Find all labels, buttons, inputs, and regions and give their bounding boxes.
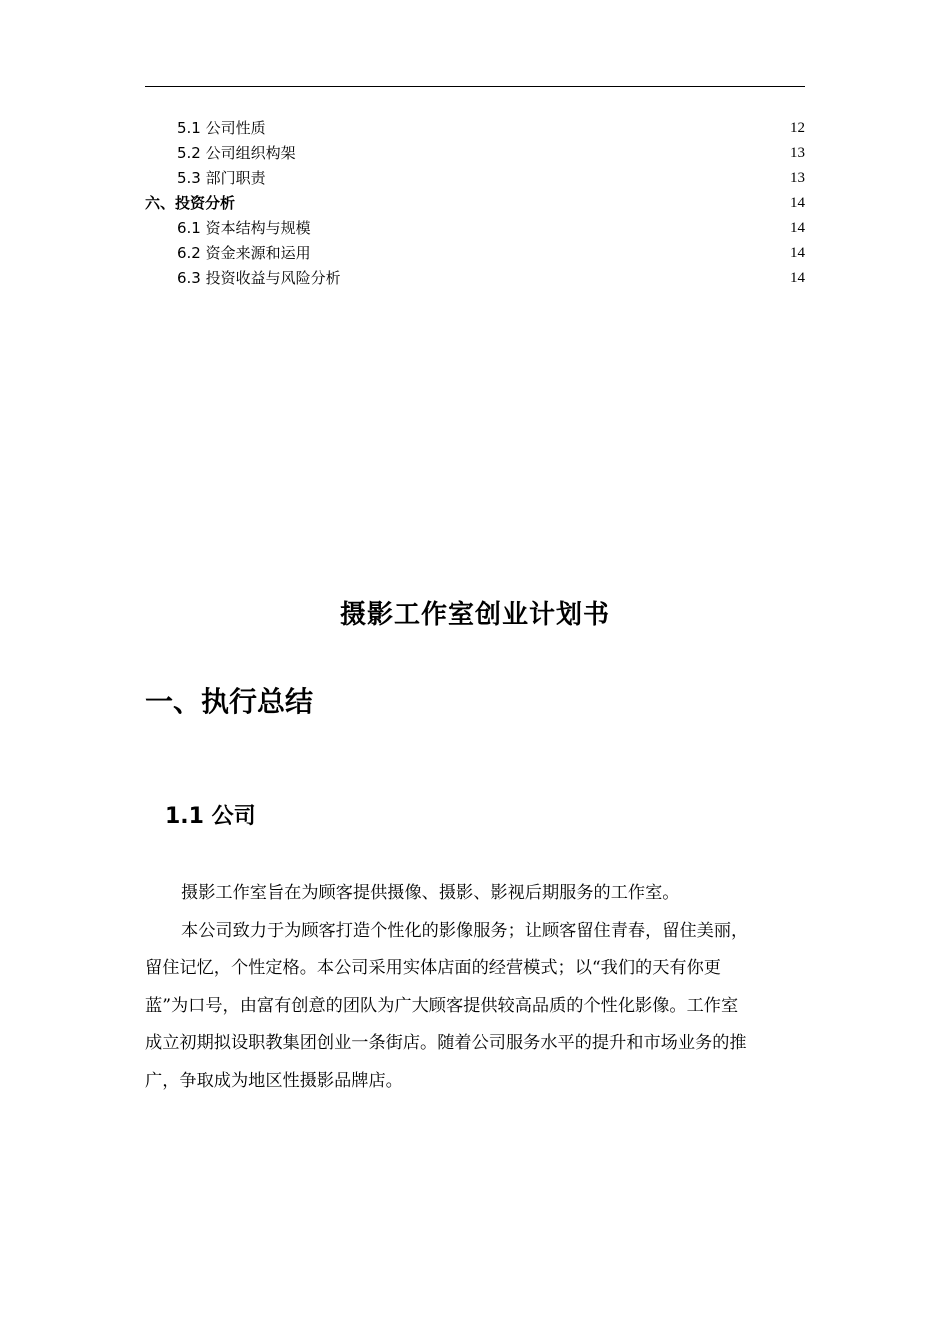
paragraph-line: 本公司致力于为顾客打造个性化的影像服务；让顾客留住青春，留住美丽， bbox=[181, 920, 749, 941]
toc-label: 6.2 资金来源和运用 bbox=[177, 244, 311, 262]
toc-label: 6.1 资本结构与规模 bbox=[177, 219, 311, 237]
paragraph-line: 成立初期拟设职教集团创业一条街店。随着公司服务水平的提升和市场业务的推 bbox=[145, 1033, 747, 1054]
section-heading: 一、执行总结 bbox=[145, 685, 314, 718]
toc-entry[interactable] bbox=[145, 142, 805, 167]
toc-page: 12 bbox=[790, 120, 805, 136]
header-rule bbox=[145, 86, 805, 87]
document-title: 摄影工作室创业计划书 bbox=[339, 600, 610, 630]
toc-entry[interactable] bbox=[145, 117, 805, 142]
toc-entry[interactable] bbox=[145, 242, 805, 267]
paragraph-line: 摄影工作室旨在为顾客提供摄像、摄影、影视后期服务的工作室。 bbox=[181, 883, 680, 903]
toc-page: 14 bbox=[790, 270, 805, 286]
toc-page: 13 bbox=[790, 145, 805, 161]
subsection-heading: 1.1 公司 bbox=[165, 804, 256, 829]
toc-page: 14 bbox=[790, 245, 805, 261]
toc-page: 14 bbox=[790, 220, 805, 236]
toc-label: 6.3 投资收益与风险分析 bbox=[177, 269, 341, 287]
toc-entry[interactable] bbox=[145, 167, 805, 192]
toc-entry[interactable] bbox=[145, 217, 805, 242]
toc-entry[interactable] bbox=[145, 192, 805, 217]
paragraph-line: 蓝”为口号，由富有创意的团队为广大顾客提供较高品质的个性化影像。工作室 bbox=[145, 995, 739, 1016]
toc-label: 5.1 公司性质 bbox=[177, 119, 266, 137]
toc-label: 5.3 部门职责 bbox=[177, 169, 266, 187]
paragraph-line: 留住记忆，个性定格。本公司采用实体店面的经营模式；以“我们的天有你更 bbox=[145, 958, 721, 979]
body-text bbox=[145, 878, 810, 1104]
toc-page: 14 bbox=[790, 195, 805, 211]
toc-entry[interactable] bbox=[145, 267, 805, 292]
table-of-contents bbox=[145, 117, 805, 292]
toc-label: 5.2 公司组织构架 bbox=[177, 144, 296, 162]
toc-page: 13 bbox=[790, 170, 805, 186]
paragraph-line: 广，争取成为地区性摄影品牌店。 bbox=[145, 1070, 403, 1091]
toc-label: 六、投资分析 bbox=[145, 194, 236, 212]
